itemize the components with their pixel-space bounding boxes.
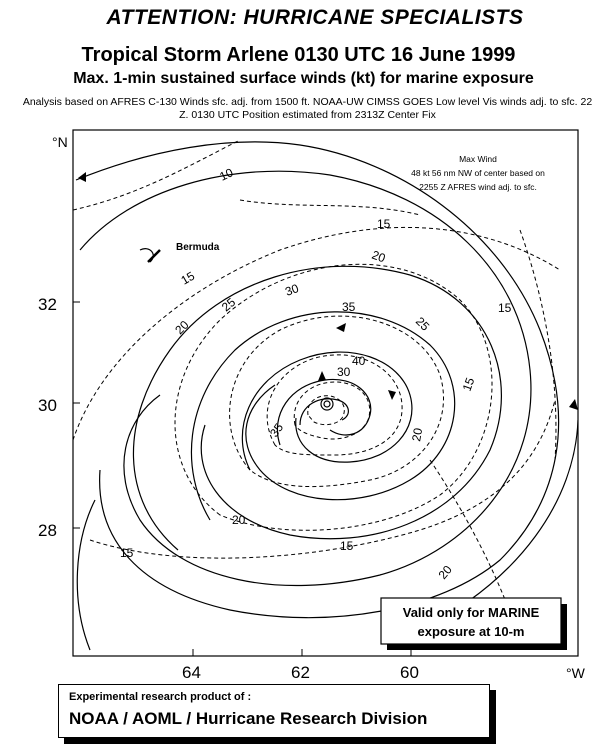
lon-tick-62: 62 bbox=[291, 663, 310, 682]
lat-tick-32: 32 bbox=[38, 295, 57, 314]
max-wind-title: Max Wind bbox=[459, 154, 497, 164]
contour-label: 35 bbox=[266, 420, 287, 440]
max-wind-line2: 2255 Z AFRES wind adj. to sfc. bbox=[419, 182, 537, 192]
credit-line-1: Experimental research product of : bbox=[69, 691, 252, 703]
map-frame bbox=[73, 130, 578, 656]
contour-label: 10 bbox=[217, 165, 236, 184]
flow-arrows bbox=[78, 172, 578, 410]
research-credit-box bbox=[58, 684, 490, 738]
contour-label: 25 bbox=[412, 314, 433, 334]
contour-label: 15 bbox=[120, 546, 134, 560]
contour-label: 30 bbox=[283, 281, 301, 299]
lon-tick-60: 60 bbox=[400, 663, 419, 682]
storm-center bbox=[321, 398, 333, 410]
lat-tick-28: 28 bbox=[38, 521, 57, 540]
contour-label: 30 bbox=[337, 365, 351, 379]
contour-label: 25 bbox=[218, 294, 239, 315]
lat-tick-30: 30 bbox=[38, 396, 57, 415]
valid-box-line2: exposure at 10-m bbox=[417, 624, 525, 639]
contour-label: 20 bbox=[409, 426, 426, 443]
lon-unit-label: °W bbox=[566, 665, 585, 681]
bermuda-label: Bermuda bbox=[176, 242, 220, 253]
analysis-note: Analysis based on AFRES C-130 Winds sfc. adj. from 1500 ft. NOAA-UW CIMSS GOES Low level Vis winds adj. to sfc. 22 Z. 0130 UTC Position estimated from 2313Z Center Fix bbox=[22, 96, 593, 121]
max-wind-line1: 48 kt 56 nm NW of center based on bbox=[411, 168, 545, 178]
bermuda-island bbox=[148, 250, 160, 262]
contour-label: 15 bbox=[498, 301, 512, 315]
contour-label: 35 bbox=[342, 300, 356, 314]
contour-label: 15 bbox=[178, 268, 198, 288]
contour-label: 20 bbox=[232, 513, 246, 527]
units-subtitle: Max. 1-min sustained surface winds (kt) for marine exposure bbox=[73, 70, 534, 87]
contour-label: 15 bbox=[377, 217, 391, 231]
attention-banner: ATTENTION: HURRICANE SPECIALISTS bbox=[106, 6, 524, 29]
lat-unit-label: °N bbox=[52, 134, 68, 150]
contour-label: 20 bbox=[172, 317, 192, 338]
contour-label: 20 bbox=[369, 247, 388, 266]
valid-only-box bbox=[381, 598, 567, 650]
isotachs bbox=[73, 140, 560, 640]
wind-analysis-map bbox=[0, 125, 597, 685]
max-wind-annotation bbox=[411, 154, 545, 192]
lon-tick-64: 64 bbox=[182, 663, 201, 682]
contour-label: 15 bbox=[340, 539, 354, 553]
contour-label: 20 bbox=[435, 562, 455, 582]
contour-label: 15 bbox=[459, 375, 478, 394]
credit-line-2: NOAA / AOML / Hurricane Research Division bbox=[69, 709, 428, 728]
storm-title: Tropical Storm Arlene 0130 UTC 16 June 1999 bbox=[81, 44, 516, 66]
valid-box-line1: Valid only for MARINE bbox=[402, 605, 540, 620]
contour-label: 40 bbox=[352, 354, 366, 368]
